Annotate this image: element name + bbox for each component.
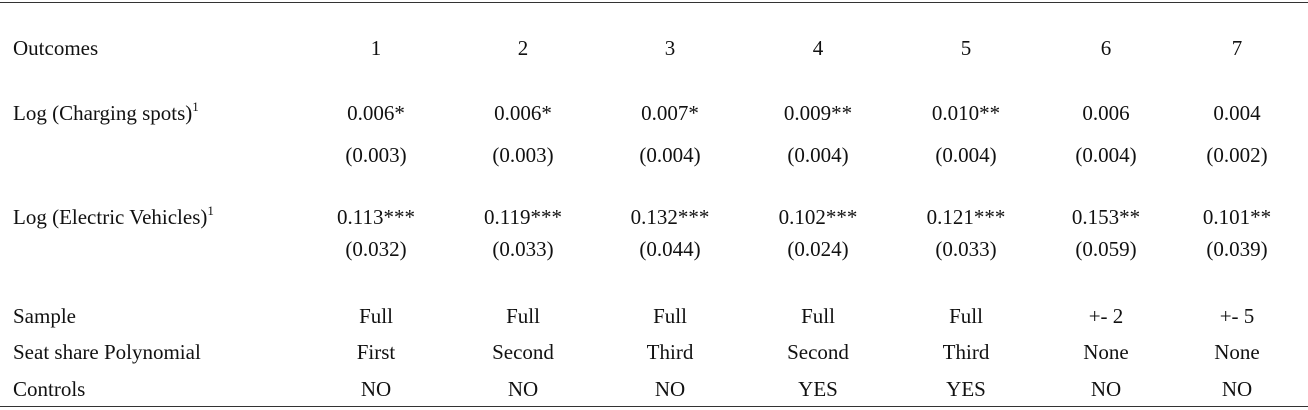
row-label-charging-spots: Log (Charging spots)$^1$ — [13, 99, 199, 125]
coef-ev-5: 0.121*** — [926, 205, 1006, 229]
column-header-6: 6 — [1100, 36, 1112, 60]
footnote-marker: 1 — [207, 203, 214, 218]
controls-3: NO — [654, 377, 686, 401]
se-charging-7: (0.002) — [1206, 143, 1268, 167]
coef-charging-4: 0.009** — [783, 101, 853, 125]
polynomial-1: First — [356, 340, 396, 364]
se-charging-4: (0.004) — [787, 143, 849, 167]
polynomial-5: Third — [942, 340, 990, 364]
polynomial-3: Third — [646, 340, 694, 364]
coef-charging-5: 0.010** — [931, 101, 1001, 125]
se-charging-6: (0.004) — [1075, 143, 1137, 167]
controls-2: NO — [507, 377, 539, 401]
se-charging-2: (0.003) — [492, 143, 554, 167]
coef-ev-7: 0.101** — [1202, 205, 1272, 229]
footnote-marker: 1 — [192, 99, 199, 114]
column-header-4: 4 — [812, 36, 824, 60]
coef-ev-3: 0.132*** — [630, 205, 710, 229]
bottom-rule — [0, 406, 1308, 407]
coef-ev-4: 0.102*** — [778, 205, 858, 229]
coef-ev-6: 0.153** — [1071, 205, 1141, 229]
se-ev-1: (0.032) — [345, 237, 407, 261]
sample-4: Full — [801, 304, 835, 328]
coef-charging-6: 0.006 — [1082, 101, 1130, 125]
se-ev-3: (0.044) — [639, 237, 701, 261]
sample-5: Full — [949, 304, 983, 328]
row-label-electric-vehicles: Log (Electric Vehicles)$^1$ — [13, 203, 214, 229]
sample-3: Full — [653, 304, 687, 328]
column-header-1: 1 — [370, 36, 382, 60]
spec-label-seat-share-polynomial: Seat share Polynomial — [13, 340, 201, 364]
controls-6: NO — [1090, 377, 1122, 401]
controls-7: NO — [1221, 377, 1253, 401]
header-outcomes-label: Outcomes — [13, 36, 99, 60]
top-rule — [0, 2, 1308, 3]
polynomial-7: None — [1214, 340, 1260, 364]
coef-ev-1: 0.113*** — [337, 205, 415, 229]
spec-label-sample: Sample — [13, 304, 76, 328]
sample-2: Full — [506, 304, 540, 328]
se-charging-5: (0.004) — [935, 143, 997, 167]
se-ev-4: (0.024) — [787, 237, 849, 261]
sample-7: +- 5 — [1219, 304, 1255, 328]
coef-charging-7: 0.004 — [1213, 101, 1261, 125]
spec-label-controls: Controls — [13, 377, 86, 401]
controls-1: NO — [360, 377, 392, 401]
polynomial-2: Second — [492, 340, 554, 364]
column-header-2: 2 — [517, 36, 529, 60]
coef-charging-1: 0.006* — [347, 101, 405, 125]
se-ev-7: (0.039) — [1206, 237, 1268, 261]
se-ev-5: (0.033) — [935, 237, 997, 261]
se-ev-6: (0.059) — [1075, 237, 1137, 261]
column-header-3: 3 — [664, 36, 676, 60]
se-charging-1: (0.003) — [345, 143, 407, 167]
sample-6: +- 2 — [1088, 304, 1124, 328]
column-header-5: 5 — [960, 36, 972, 60]
sample-1: Full — [359, 304, 393, 328]
controls-4: YES — [798, 377, 838, 401]
se-charging-3: (0.004) — [639, 143, 701, 167]
polynomial-6: None — [1083, 340, 1129, 364]
coef-charging-2: 0.006* — [494, 101, 552, 125]
controls-5: YES — [946, 377, 986, 401]
coef-charging-3: 0.007* — [641, 101, 699, 125]
se-ev-2: (0.033) — [492, 237, 554, 261]
coef-ev-2: 0.119*** — [484, 205, 562, 229]
column-header-7: 7 — [1231, 36, 1243, 60]
polynomial-4: Second — [787, 340, 849, 364]
